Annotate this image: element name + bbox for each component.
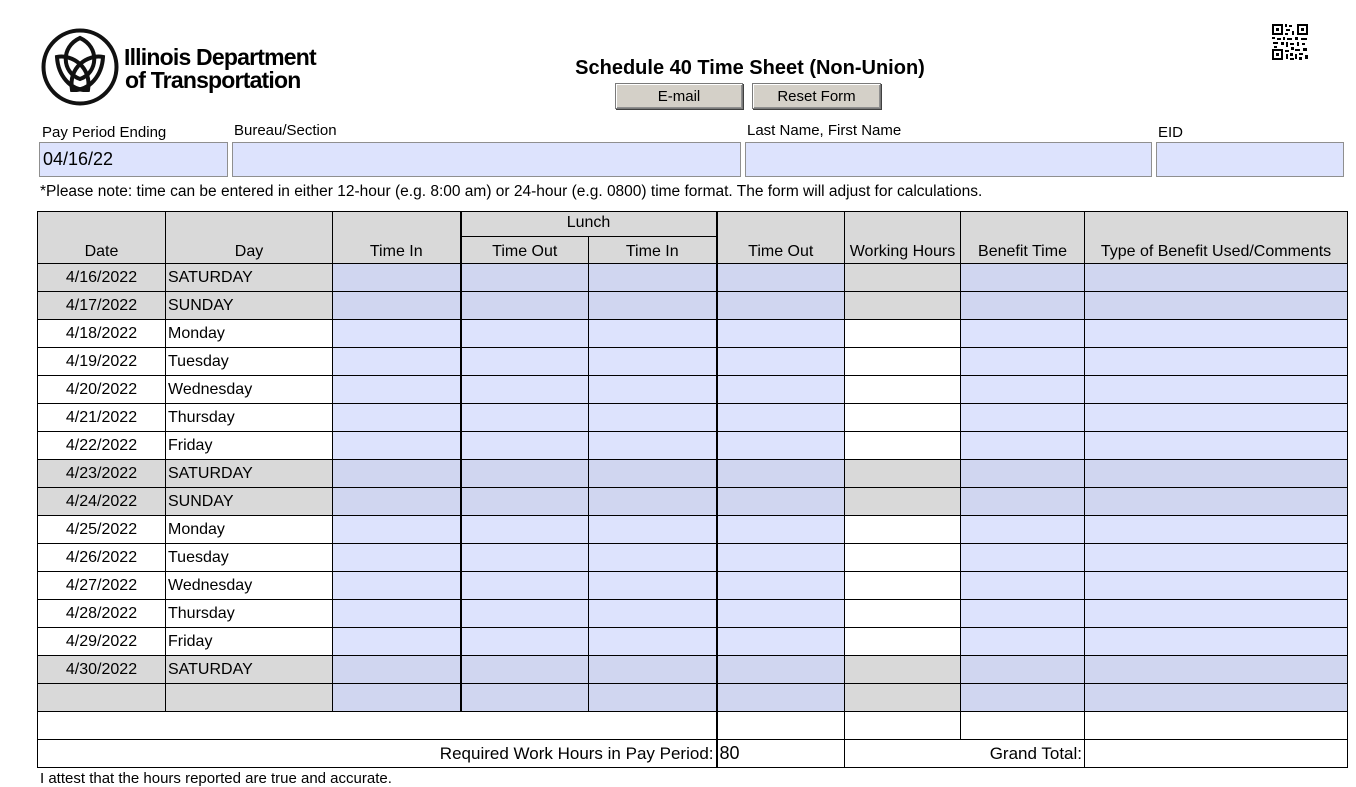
time-out-cell[interactable] <box>717 544 845 572</box>
benefit-time-cell[interactable] <box>961 376 1085 404</box>
spacer-cell <box>38 712 717 740</box>
lunch-in-cell[interactable] <box>589 320 717 348</box>
lunch-out-cell[interactable] <box>461 460 589 488</box>
idot-logo-icon <box>40 27 120 107</box>
day-cell: SATURDAY <box>166 460 333 488</box>
time-out-cell[interactable] <box>717 516 845 544</box>
header-working-hours: Working Hours <box>845 212 961 264</box>
time-in-cell[interactable] <box>333 376 461 404</box>
header-benefit-time: Benefit Time <box>961 212 1085 264</box>
timesheet-row <box>38 292 1348 320</box>
pay-period-field[interactable] <box>39 142 228 177</box>
lunch-in-cell[interactable] <box>589 600 717 628</box>
date-cell: 4/18/2022 <box>38 320 166 348</box>
time-out-cell[interactable] <box>717 348 845 376</box>
timesheet-row <box>38 600 1348 628</box>
lunch-in-cell[interactable] <box>589 488 717 516</box>
lunch-out-cell[interactable] <box>461 292 589 320</box>
time-in-cell[interactable] <box>333 292 461 320</box>
comments-cell[interactable] <box>1085 348 1348 376</box>
time-in-cell[interactable] <box>333 656 461 684</box>
benefit-time-cell[interactable] <box>961 404 1085 432</box>
lunch-in-cell[interactable] <box>589 432 717 460</box>
timesheet-row <box>38 516 1348 544</box>
time-out-cell[interactable] <box>717 488 845 516</box>
date-cell <box>38 684 166 712</box>
eid-field[interactable] <box>1156 142 1344 177</box>
timesheet-row <box>38 628 1348 656</box>
benefit-time-cell[interactable] <box>961 600 1085 628</box>
day-cell: Thursday <box>166 404 333 432</box>
time-in-cell[interactable] <box>333 460 461 488</box>
working-hours-cell <box>845 376 961 404</box>
working-hours-cell <box>845 572 961 600</box>
lunch-out-cell[interactable] <box>461 628 589 656</box>
comments-cell[interactable] <box>1085 488 1348 516</box>
header-time-out: Time Out <box>717 212 845 264</box>
time-in-cell[interactable] <box>333 432 461 460</box>
working-hours-cell <box>845 488 961 516</box>
day-cell: Monday <box>166 516 333 544</box>
time-out-cell[interactable] <box>717 376 845 404</box>
working-hours-cell <box>845 600 961 628</box>
lunch-out-cell[interactable] <box>461 516 589 544</box>
lunch-in-cell[interactable] <box>589 292 717 320</box>
timesheet-row <box>38 376 1348 404</box>
reset-form-button[interactable]: Reset Form <box>752 83 881 109</box>
comments-cell[interactable] <box>1085 656 1348 684</box>
day-cell: Friday <box>166 628 333 656</box>
lunch-out-cell[interactable] <box>461 264 589 292</box>
day-cell: Friday <box>166 432 333 460</box>
comments-cell[interactable] <box>1085 544 1348 572</box>
spacer-row <box>38 712 1348 740</box>
timesheet-row <box>38 656 1348 684</box>
benefit-time-cell[interactable] <box>961 656 1085 684</box>
time-out-cell[interactable] <box>717 460 845 488</box>
working-hours-cell <box>845 432 961 460</box>
date-cell: 4/27/2022 <box>38 572 166 600</box>
lunch-in-cell[interactable] <box>589 544 717 572</box>
qr-code-icon <box>1271 23 1309 61</box>
lunch-in-cell[interactable] <box>589 628 717 656</box>
spacer-cell <box>961 712 1085 740</box>
comments-cell[interactable] <box>1085 432 1348 460</box>
working-hours-cell <box>845 320 961 348</box>
employee-name-field[interactable] <box>745 142 1152 177</box>
benefit-time-cell[interactable] <box>961 264 1085 292</box>
grand-total-value <box>1085 740 1348 768</box>
date-cell: 4/17/2022 <box>38 292 166 320</box>
timesheet-row <box>38 320 1348 348</box>
timesheet-row <box>38 460 1348 488</box>
lunch-in-cell[interactable] <box>589 656 717 684</box>
date-cell: 4/23/2022 <box>38 460 166 488</box>
header-lunch: Lunch <box>461 212 717 237</box>
day-cell: SUNDAY <box>166 292 333 320</box>
header-comments: Type of Benefit Used/Comments <box>1085 212 1348 264</box>
benefit-time-cell[interactable] <box>961 572 1085 600</box>
day-cell: SATURDAY <box>166 264 333 292</box>
lunch-out-cell[interactable] <box>461 488 589 516</box>
day-cell: Wednesday <box>166 572 333 600</box>
required-hours-label: Required Work Hours in Pay Period: <box>38 740 717 768</box>
comments-cell[interactable] <box>1085 572 1348 600</box>
grand-total-label: Grand Total: <box>845 740 1085 768</box>
time-out-cell[interactable] <box>717 572 845 600</box>
eid-label: EID <box>1158 124 1184 141</box>
lunch-in-cell[interactable] <box>589 684 717 712</box>
timesheet-row <box>38 544 1348 572</box>
date-cell: 4/20/2022 <box>38 376 166 404</box>
lunch-out-cell[interactable] <box>461 404 589 432</box>
timesheet-row <box>38 488 1348 516</box>
time-out-cell[interactable] <box>717 264 845 292</box>
lunch-in-cell[interactable] <box>589 348 717 376</box>
lunch-in-cell[interactable] <box>589 376 717 404</box>
date-cell: 4/19/2022 <box>38 348 166 376</box>
time-out-cell[interactable] <box>717 432 845 460</box>
org-name <box>124 46 316 92</box>
spacer-cell <box>1085 712 1348 740</box>
date-cell: 4/29/2022 <box>38 628 166 656</box>
comments-cell[interactable] <box>1085 628 1348 656</box>
working-hours-cell <box>845 460 961 488</box>
header-day: Day <box>166 212 333 264</box>
working-hours-cell <box>845 684 961 712</box>
time-in-cell[interactable] <box>333 488 461 516</box>
time-in-cell[interactable] <box>333 544 461 572</box>
lunch-in-cell[interactable] <box>589 404 717 432</box>
lunch-out-cell[interactable] <box>461 684 589 712</box>
day-cell <box>166 684 333 712</box>
time-out-cell[interactable] <box>717 628 845 656</box>
day-cell: Tuesday <box>166 348 333 376</box>
working-hours-cell <box>845 544 961 572</box>
time-out-cell[interactable] <box>717 292 845 320</box>
working-hours-cell <box>845 264 961 292</box>
day-cell: Wednesday <box>166 376 333 404</box>
working-hours-cell <box>845 628 961 656</box>
lunch-in-cell[interactable] <box>589 264 717 292</box>
lunch-out-cell[interactable] <box>461 376 589 404</box>
spacer-cell <box>845 712 961 740</box>
header-lunch-time-out: Time Out <box>461 237 589 264</box>
time-in-cell[interactable] <box>333 348 461 376</box>
timesheet-row <box>38 684 1348 712</box>
totals-row <box>38 740 1348 768</box>
date-cell: 4/21/2022 <box>38 404 166 432</box>
date-cell: 4/30/2022 <box>38 656 166 684</box>
date-cell: 4/26/2022 <box>38 544 166 572</box>
time-in-cell[interactable] <box>333 572 461 600</box>
time-in-cell[interactable] <box>333 684 461 712</box>
org-name-line2: of Transportation <box>125 67 301 93</box>
time-out-cell[interactable] <box>717 404 845 432</box>
lunch-out-cell[interactable] <box>461 320 589 348</box>
timesheet-row <box>38 264 1348 292</box>
pay-period-label: Pay Period Ending <box>42 124 167 141</box>
day-cell: SUNDAY <box>166 488 333 516</box>
benefit-time-cell[interactable] <box>961 544 1085 572</box>
time-out-cell[interactable] <box>717 320 845 348</box>
benefit-time-cell[interactable] <box>961 432 1085 460</box>
header-lunch-time-in: Time In <box>589 237 717 264</box>
date-cell: 4/25/2022 <box>38 516 166 544</box>
email-button[interactable]: E-mail <box>615 83 743 109</box>
timesheet-row <box>38 572 1348 600</box>
day-cell: Thursday <box>166 600 333 628</box>
lunch-out-cell[interactable] <box>461 432 589 460</box>
benefit-time-cell[interactable] <box>961 684 1085 712</box>
org-name-line1: Illinois Department <box>124 44 316 70</box>
time-in-cell[interactable] <box>333 404 461 432</box>
comments-cell[interactable] <box>1085 516 1348 544</box>
benefit-time-cell[interactable] <box>961 488 1085 516</box>
comments-cell[interactable] <box>1085 600 1348 628</box>
time-format-note: *Please note: time can be entered in either 12-hour (e.g. 8:00 am) or 24-hour (e.g. 0800) time format. The form will adjust for calculations. <box>40 183 983 200</box>
time-in-cell[interactable] <box>333 628 461 656</box>
time-out-cell[interactable] <box>717 656 845 684</box>
header-time-in: Time In <box>333 212 461 264</box>
spacer-cell <box>717 712 845 740</box>
lunch-out-cell[interactable] <box>461 544 589 572</box>
benefit-time-cell[interactable] <box>961 460 1085 488</box>
working-hours-cell <box>845 516 961 544</box>
name-label: Last Name, First Name <box>747 122 902 139</box>
timesheet-row <box>38 348 1348 376</box>
comments-cell[interactable] <box>1085 460 1348 488</box>
working-hours-cell <box>845 292 961 320</box>
date-cell: 4/16/2022 <box>38 264 166 292</box>
timesheet-row <box>38 404 1348 432</box>
day-cell: SATURDAY <box>166 656 333 684</box>
working-hours-cell <box>845 404 961 432</box>
lunch-in-cell[interactable] <box>589 572 717 600</box>
time-in-cell[interactable] <box>333 600 461 628</box>
required-hours-value: 80 <box>717 740 845 768</box>
comments-cell[interactable] <box>1085 404 1348 432</box>
lunch-out-cell[interactable] <box>461 572 589 600</box>
lunch-in-cell[interactable] <box>589 460 717 488</box>
benefit-time-cell[interactable] <box>961 348 1085 376</box>
time-out-cell[interactable] <box>717 684 845 712</box>
time-in-cell[interactable] <box>333 264 461 292</box>
benefit-time-cell[interactable] <box>961 516 1085 544</box>
benefit-time-cell[interactable] <box>961 628 1085 656</box>
timesheet-table <box>37 211 1348 768</box>
comments-cell[interactable] <box>1085 320 1348 348</box>
lunch-in-cell[interactable] <box>589 516 717 544</box>
timesheet-row <box>38 432 1348 460</box>
bureau-label: Bureau/Section <box>234 122 337 139</box>
benefit-time-cell[interactable] <box>961 292 1085 320</box>
benefit-time-cell[interactable] <box>961 320 1085 348</box>
time-out-cell[interactable] <box>717 600 845 628</box>
date-cell: 4/22/2022 <box>38 432 166 460</box>
day-cell: Monday <box>166 320 333 348</box>
working-hours-cell <box>845 656 961 684</box>
comments-cell[interactable] <box>1085 376 1348 404</box>
lunch-out-cell[interactable] <box>461 348 589 376</box>
comments-cell[interactable] <box>1085 684 1348 712</box>
attestation-text: I attest that the hours reported are true and accurate. <box>40 770 392 787</box>
date-cell: 4/24/2022 <box>38 488 166 516</box>
day-cell: Tuesday <box>166 544 333 572</box>
header-date: Date <box>38 212 166 264</box>
time-in-cell[interactable] <box>333 320 461 348</box>
lunch-out-cell[interactable] <box>461 600 589 628</box>
lunch-out-cell[interactable] <box>461 656 589 684</box>
comments-cell[interactable] <box>1085 292 1348 320</box>
working-hours-cell <box>845 348 961 376</box>
date-cell: 4/28/2022 <box>38 600 166 628</box>
time-in-cell[interactable] <box>333 516 461 544</box>
comments-cell[interactable] <box>1085 264 1348 292</box>
form-title: Schedule 40 Time Sheet (Non-Union) <box>575 57 925 79</box>
bureau-section-field[interactable] <box>232 142 741 177</box>
